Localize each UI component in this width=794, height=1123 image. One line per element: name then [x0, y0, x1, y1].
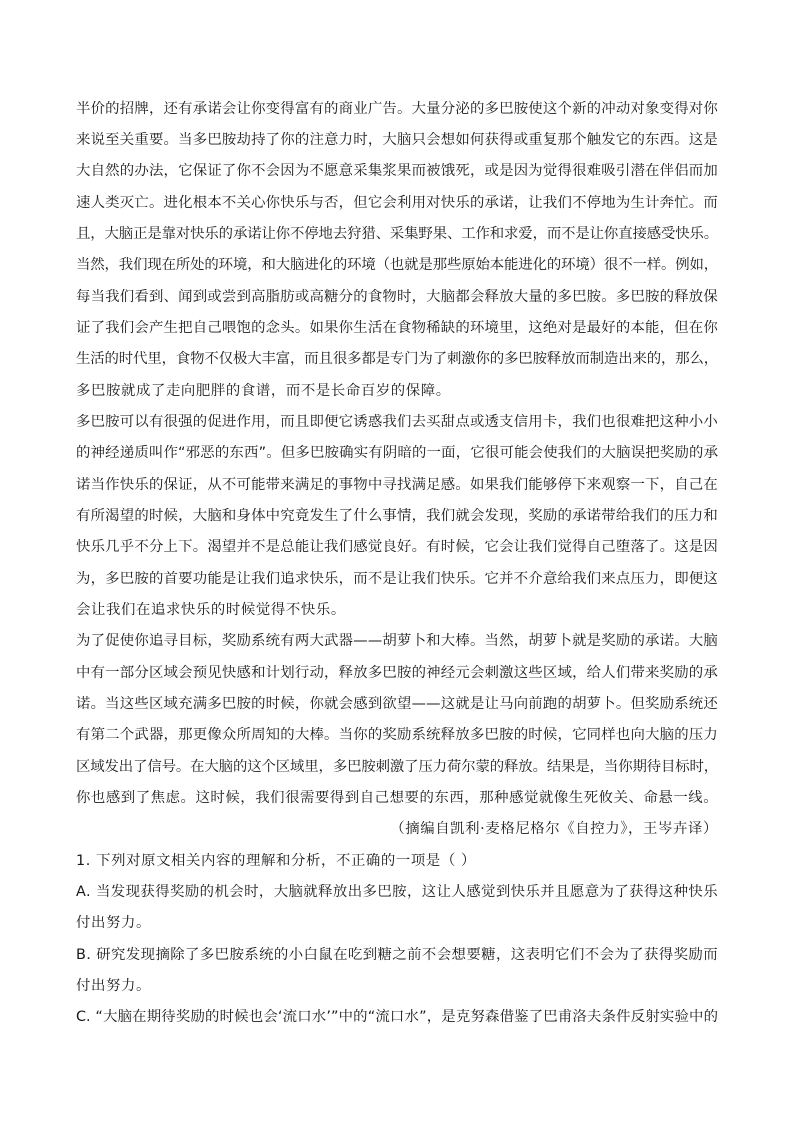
passage-line: 中有一部分区域会预见快感和计划行动，释放多巴胺的神经元会刺激这些区域，给人们带来奖励的承 — [76, 665, 718, 681]
passage-line: 有所渴望的时候，大脑和身体中究竟发生了什么事情，我们就会发现，奖励的承诺带给我们的压力和 — [76, 508, 718, 524]
passage-line: 半价的招牌，还有承诺会让你变得富有的商业广告。大量分泌的多巴胺使这个新的冲动对象变得对你 — [76, 101, 718, 117]
passage-source: （摘编自凯利·麦格尼格尔《自控力》，王岑卉译） — [390, 821, 718, 837]
option-c-line: C. “大脑在期待奖励的时候也会‘流口水’”中的“流口水”，是克努森借鉴了巴甫洛夫条件反射实验中的 — [76, 1009, 718, 1025]
passage-line: 区域发出了信号。在大脑的这个区域里，多巴胺刺激了压力荷尔蒙的释放。结果是，当你期待目标时， — [76, 759, 718, 775]
option-a-line: 付出努力。 — [76, 915, 151, 931]
option-b-line: 付出努力。 — [76, 978, 151, 994]
passage-line: 诺当作快乐的保证，从不可能带来满足的事物中寻找满足感。如果我们能够停下来观察一下，自己在 — [76, 477, 718, 493]
passage-line: 大自然的办法，它保证了你不会因为不愿意采集浆果而被饿死，或是因为觉得很难吸引潜在伴侣而加 — [76, 163, 718, 179]
passage-line: 快乐几乎不分上下。渴望并不是总能让我们感觉良好。有时候，它会让我们觉得自己堕落了。这是因 — [76, 539, 718, 555]
passage-line: 多巴胺就成了走向肥胖的食谱，而不是长命百岁的保障。 — [76, 383, 451, 399]
option-a-line: A. 当发现获得奖励的机会时，大脑就释放出多巴胺，这让人感觉到快乐并且愿意为了获得这种快乐 — [76, 884, 718, 900]
passage-line: 速人类灭亡。进化根本不关心你快乐与否，但它会利用对快乐的承诺，让我们不停地为生计奔忙。而 — [76, 195, 718, 211]
passage-line: 你也感到了焦虑。这时候，我们很需要得到自己想要的东西，那种感觉就像生死攸关、命悬一线。 — [76, 790, 718, 806]
passage-line: 多巴胺可以有很强的促进作用，而且即便它诱惑我们去买甜点或透支信用卡，我们也很难把这种小小 — [76, 414, 718, 430]
passage-line: 有第二个武器，那更像众所周知的大棒。当你的奖励系统释放多巴胺的时候，它同样也向大脑的压力 — [76, 727, 718, 743]
passage-line: 证了我们会产生把自己喂饱的念头。如果你生活在食物稀缺的环境里，这绝对是最好的本能，但在你 — [76, 320, 718, 336]
passage-line: 的神经递质叫作“邪恶的东西”。但多巴胺确实有阴暗的一面，它很可能会使我们的大脑误把奖励的承 — [76, 445, 718, 461]
passage-line: 每当我们看到、闻到或尝到高脂肪或高糖分的食物时，大脑都会释放大量的多巴胺。多巴胺的释放保 — [76, 289, 718, 305]
option-b-line: B. 研究发现摘除了多巴胺系统的小白鼠在吃到糖之前不会想要糖，这表明它们不会为了获得奖励而 — [76, 947, 718, 963]
passage-line: 且，大脑正是靠对快乐的承诺让你不停地去狩猎、采集野果、工作和求爱，而不是让你直接感受快乐。 — [76, 226, 718, 242]
passage-line: 会让我们在追求快乐的时候觉得不快乐。 — [76, 602, 346, 618]
passage-line: 生活的时代里，食物不仅极大丰富，而且很多都是专门为了刺激你的多巴胺释放而制造出来的，那么， — [76, 351, 718, 367]
passage-line: 为，多巴胺的首要功能是让我们追求快乐，而不是让我们快乐。它并不介意给我们来点压力，即便这 — [76, 571, 718, 587]
question-stem: 1. 下列对原文相关内容的理解和分析，不正确的一项是（ ） — [76, 853, 477, 869]
passage-line: 来说至关重要。当多巴胺劫持了你的注意力时，大脑只会想如何获得或重复那个触发它的东西。这是 — [76, 132, 718, 148]
passage-line: 当然，我们现在所处的环境，和大脑进化的环境（也就是那些原始本能进化的环境）很不一样。例如， — [76, 257, 718, 273]
passage-line: 诺。当这些区域充满多巴胺的时候，你就会感到欲望——这就是让马向前跑的胡萝卜。但奖励系统还 — [76, 696, 718, 712]
passage-line: 为了促使你追寻目标，奖励系统有两大武器——胡萝卜和大棒。当然，胡萝卜就是奖励的承诺。大脑 — [76, 633, 718, 649]
